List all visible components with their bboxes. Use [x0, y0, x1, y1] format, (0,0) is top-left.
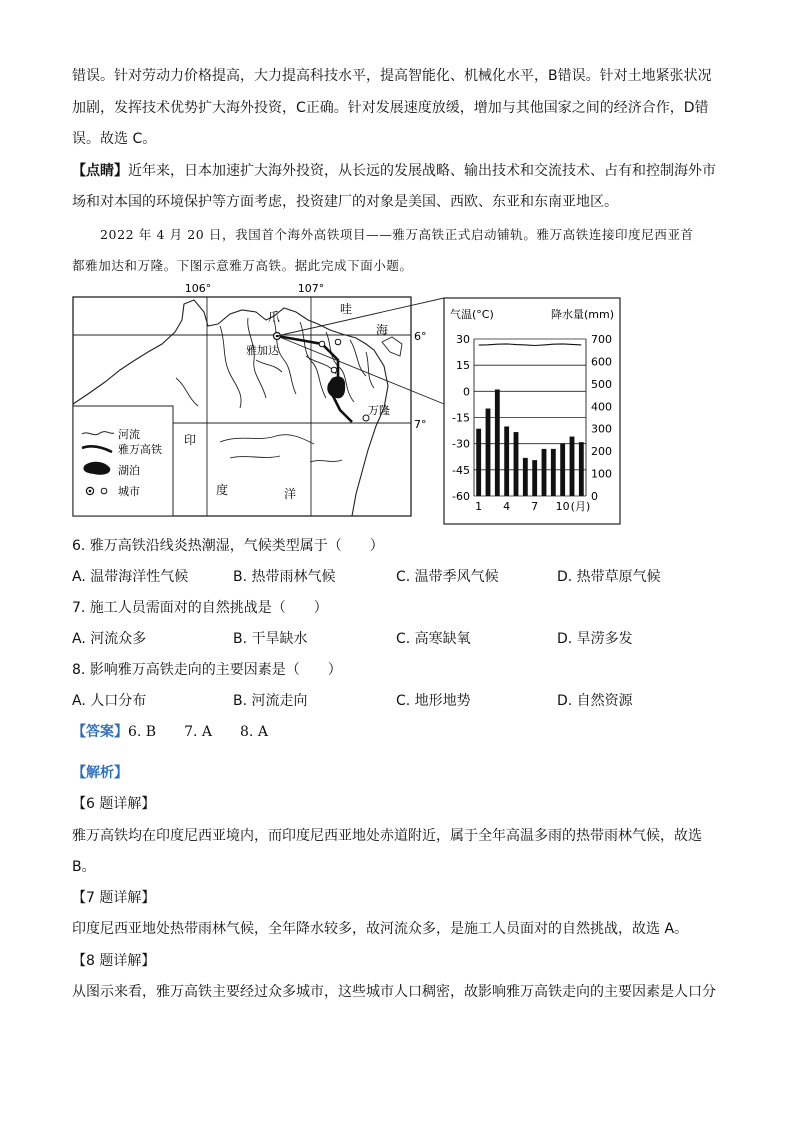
q7-detail-title: 【7 题详解】 [72, 890, 156, 906]
precip-tick-label: 0 [591, 490, 598, 503]
sea-label: 海 [376, 323, 389, 337]
figure [70, 282, 625, 526]
lon-label: 107° [297, 282, 325, 295]
answer-text: 6. B 7. A 8. A [128, 724, 268, 740]
q7-option-b: B. 干旱缺水 [233, 631, 308, 647]
month-tick-label: 4 [503, 500, 511, 513]
precip-bar [504, 426, 509, 496]
q6-option-d: D. 热带草原气候 [557, 569, 661, 585]
question-7-stem: 7. 施工人员需面对的自然挑战是（ ） [72, 600, 328, 616]
paragraph-line: 错误。针对劳动力价格提高，大力提高科技水平，提高智能化、机械化水平，B错误。针对土地紧张状况 [72, 68, 712, 84]
precip-bar [579, 442, 584, 496]
dianjing-label: 【点睛】 [72, 163, 128, 179]
chart-xlabel: (月) [570, 500, 591, 513]
q6-option-a: A. 温带海洋性气候 [72, 569, 189, 585]
paragraph-line: 加剧，发挥技术优势扩大海外投资，C正确。针对发展速度放缓，增加与其他国家之间的经济合作，D错 [72, 100, 709, 116]
precip-bar [523, 458, 528, 496]
intro-line: 都雅加达和万隆。下图示意雅万高铁。据此完成下面小题。 [72, 258, 413, 273]
month-tick-label: 7 [531, 500, 539, 513]
question-8-stem: 8. 影响雅万高铁走向的主要因素是（ ） [72, 662, 342, 678]
lon-label: 106° [184, 282, 212, 295]
climate-chart [444, 298, 620, 524]
q6-option-c: C. 温带季风气候 [396, 569, 499, 585]
chart-ylabel-right: 降水量(mm) [550, 308, 614, 321]
precip-tick-label: 500 [591, 377, 612, 391]
question-6-stem: 6. 雅万高铁沿线炎热潮湿，气候类型属于（ ） [72, 538, 384, 554]
precip-tick-label: 600 [591, 355, 612, 369]
precip-bar [495, 389, 500, 496]
precip-bar [514, 432, 519, 496]
q7-option-d: D. 旱涝多发 [557, 631, 633, 647]
temp-tick-label: 30 [456, 333, 470, 346]
temp-tick-label: -15 [452, 411, 470, 425]
temp-tick-label: -60 [452, 490, 470, 503]
q7-option-a: A. 河流众多 [72, 631, 147, 647]
q8-option-c: C. 地形地势 [396, 693, 471, 709]
temp-tick-label: 15 [456, 359, 470, 373]
month-tick-label: 10 [555, 500, 570, 513]
intro-line: 2022 年 4 月 20 日，我国首个海外高铁项目——雅万高铁正式启动铺轨。雅万高铁连接印度尼西亚首 [100, 227, 694, 242]
q6-detail-line: 雅万高铁均在印度尼西亚境内，而印度尼西亚地处赤道附近，属于全年高温多雨的热带雨林气候，故选 [72, 828, 702, 844]
q7-option-c: C. 高寒缺氧 [396, 631, 471, 647]
chart-ylabel-left: 气温(°C) [450, 308, 494, 321]
precip-tick-label: 200 [591, 445, 612, 459]
lat-label: 6° [414, 330, 427, 343]
precip-tick-label: 100 [591, 467, 612, 481]
q8-option-d: D. 自然资源 [557, 693, 633, 709]
q6-detail-line: B。 [72, 859, 96, 875]
paragraph-line: 误。故选 C。 [72, 131, 157, 147]
map-legend [73, 406, 173, 516]
precip-tick-label: 400 [591, 400, 612, 414]
legend-railway: 雅万高铁 [118, 443, 162, 456]
analysis-label: 【解析】 [72, 765, 128, 781]
city-label-bandung: 万隆 [368, 404, 390, 417]
precip-bar [532, 460, 537, 496]
q8-option-a: A. 人口分布 [72, 693, 147, 709]
legend-lake: 湖泊 [118, 464, 140, 477]
ocean-label: 印 [184, 433, 197, 447]
temp-tick-label: -45 [452, 463, 470, 477]
legend-river: 河流 [118, 428, 140, 441]
answer-label: 【答案】 [72, 724, 128, 740]
precip-bar [476, 429, 481, 496]
ocean-label: 度 [216, 483, 229, 497]
precip-tick-label: 700 [591, 333, 612, 346]
city-label-jakarta: 雅加达 [246, 344, 279, 357]
q8-option-b: B. 河流走向 [233, 693, 308, 709]
sea-label: 哇 [340, 302, 353, 316]
q6-detail-title: 【6 题详解】 [72, 796, 156, 812]
q8-detail-title: 【8 题详解】 [72, 953, 156, 969]
city-legend-icon [101, 488, 107, 494]
ocean-label: 洋 [284, 487, 297, 501]
precip-bar [551, 449, 556, 496]
temp-tick-label: 0 [463, 385, 470, 399]
temp-tick-label: -30 [452, 437, 470, 451]
q6-option-b: B. 热带雨林气候 [233, 569, 336, 585]
precip-bar [570, 437, 575, 496]
lat-label: 7° [414, 418, 427, 431]
answer-line [72, 722, 268, 742]
precip-bar [542, 449, 547, 496]
q7-detail-line: 印度尼西亚地处热带雨林气候，全年降水较多，故河流众多，是施工人员面对的自然挑战，故选 A。 [72, 921, 689, 937]
sea-label: 爪 [268, 310, 281, 324]
paragraph-text: 近年来，日本加速扩大海外投资，从长远的发展战略、输出技术和交流技术、占有和控制海外市 [128, 163, 716, 179]
dianjing-paragraph [72, 161, 716, 181]
precip-bar [486, 409, 491, 496]
precip-bar [560, 443, 565, 496]
precip-tick-label: 300 [591, 422, 612, 436]
q8-detail-line: 从图示来看，雅万高铁主要经过众多城市，这些城市人口稠密，故影响雅万高铁走向的主要因素是人口分 [72, 984, 716, 1000]
paragraph-line: 场和对本国的环境保护等方面考虑，投资建厂的对象是美国、西欧、东亚和东南亚地区。 [72, 194, 618, 210]
legend-city: 城市 [118, 485, 140, 498]
month-tick-label: 1 [475, 500, 483, 513]
